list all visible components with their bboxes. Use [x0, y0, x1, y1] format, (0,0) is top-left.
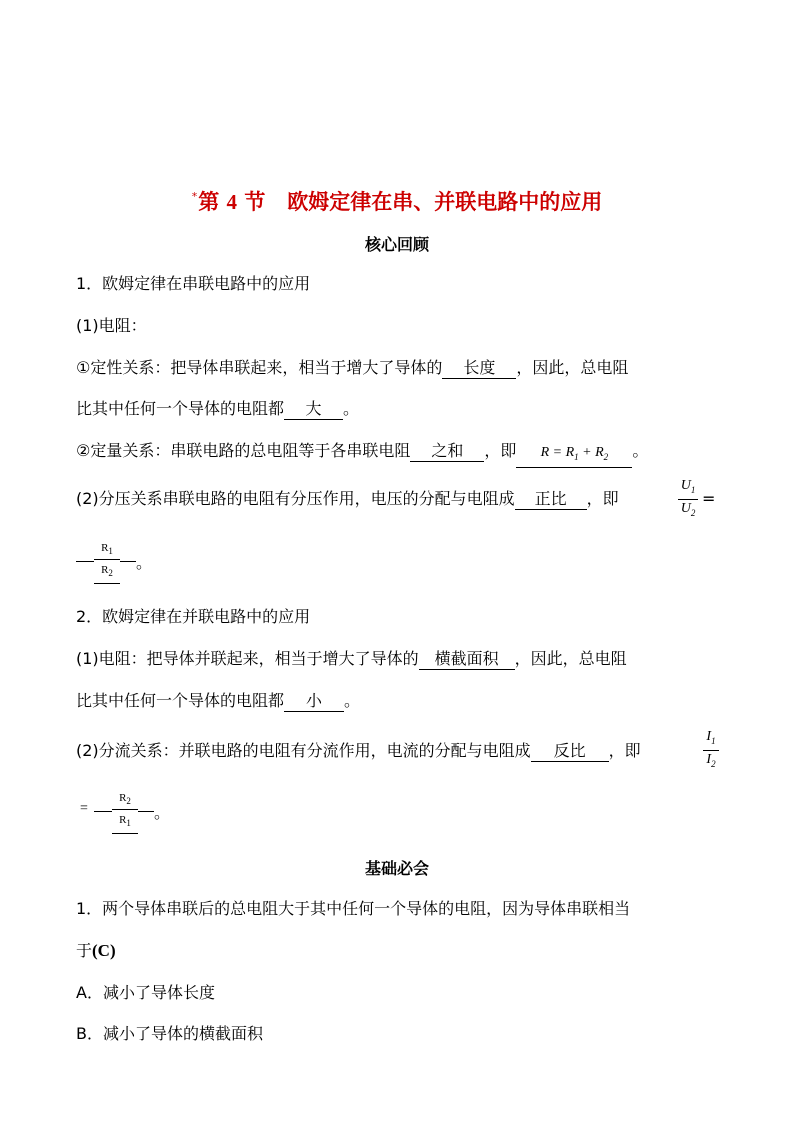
answer-underline [94, 583, 120, 584]
question1-stem-b: 于 [76, 941, 93, 960]
part1-q1-pre: ①定性关系：把导体串联起来，相当于增大了导体的 [76, 358, 443, 377]
answer-blank-smaller: 小 [284, 691, 344, 712]
fraction-bar [112, 809, 138, 810]
current-ratio-equals: = [80, 801, 88, 816]
section-core-review: 核心回顾 [364, 235, 429, 254]
dash-left [94, 811, 112, 812]
part2-q1-post: ，因此，总电阻 [514, 649, 627, 668]
resistance-inverse-answer [76, 790, 176, 840]
part2-heading: 2．欧姆定律在并联电路中的应用 [76, 607, 311, 626]
answer-blank-cross-section: 横截面积 [419, 649, 515, 670]
title-suffix: 节 [244, 190, 266, 214]
resistance-ratio-answer [76, 540, 156, 590]
part1-q1b-post: 。 [343, 399, 360, 418]
part1-q2-mid: ，即 [484, 441, 517, 460]
current-ratio-denominator: $I_2$ [706, 751, 716, 769]
current-ratio-numerator: $I_1$ [706, 729, 716, 746]
part1-q3-line [76, 488, 619, 510]
part1-q2-end: 。 [632, 441, 649, 460]
resistance-ratio-numerator: $R_1$ [101, 542, 113, 557]
answer-blank-larger: 大 [284, 399, 343, 420]
question1-answer: (C) [92, 941, 116, 960]
fraction-bar [678, 499, 698, 500]
title-mark: * [191, 190, 198, 203]
part1-q3-pre: (2)分压关系串联电路的电阻有分压作用，电压的分配与电阻成 [76, 489, 515, 508]
part1-q2-pre: ②定量关系：串联电路的总电阻等于各串联电阻 [76, 441, 411, 460]
part1-q1-post: ，因此，总电阻 [516, 358, 629, 377]
part2-q1-pre: (1)电阻：把导体并联起来，相当于增大了导体的 [76, 649, 419, 668]
title-prefix: 第 [198, 190, 220, 214]
part1-q1-line [76, 357, 628, 379]
question1-option-b: B．减小了导体的横截面积 [76, 1024, 263, 1043]
page-title [0, 186, 794, 216]
part1-q2-line [76, 440, 648, 468]
part2-q1b-pre: 比其中任何一个导体的电阻都 [76, 691, 285, 710]
title-number: 4 [226, 190, 238, 214]
part2-q1-line [76, 648, 627, 670]
voltage-ratio-equals: = [702, 489, 716, 508]
resistance-ratio-denominator: $R_2$ [101, 564, 113, 579]
part2-q1b-line [76, 690, 360, 712]
fraction-bar [94, 559, 120, 560]
dash-right [120, 561, 136, 562]
dash-left [76, 561, 94, 562]
part2-q1b-post: 。 [344, 691, 361, 710]
inverse-ratio-denominator: $R_1$ [119, 814, 131, 829]
part1-q3-end: 。 [136, 553, 153, 572]
voltage-ratio-numerator: $U_1$ [680, 478, 696, 495]
answer-underline [112, 833, 138, 834]
section-basics: 基础必会 [364, 859, 429, 878]
fraction-bar [703, 750, 719, 751]
inverse-ratio-numerator: $R_2$ [119, 792, 131, 807]
part2-q2-end: 。 [154, 803, 171, 822]
part2-q2-mid: ，即 [608, 741, 641, 760]
part1-heading: 1．欧姆定律在串联电路中的应用 [76, 274, 311, 293]
formula-text: $R = R_1 + R_2$ [540, 445, 609, 462]
part2-q2-line [76, 740, 641, 762]
answer-blank-length: 长度 [442, 358, 516, 379]
question1-stem-a: 1．两个导体串联后的总电阻大于其中任何一个导体的电阻，因为导体串联相当 [76, 899, 631, 918]
title-name: 欧姆定律在串、并联电路中的应用 [287, 190, 603, 214]
part2-q2-pre: (2)分流关系：并联电路的电阻有分流作用，电流的分配与电阻成 [76, 741, 531, 760]
part1-q1b-pre: 比其中任何一个导体的电阻都 [76, 399, 285, 418]
voltage-ratio-fraction [678, 478, 698, 521]
answer-blank-proportional: 正比 [515, 489, 587, 510]
answer-blank-sum: 之和 [410, 441, 484, 462]
dash-right [138, 811, 154, 812]
current-ratio-fraction [703, 729, 719, 772]
part1-q1b-line [76, 398, 359, 420]
question1-stem-b-line [76, 940, 116, 962]
part1-resistance-label: (1)电阻： [76, 316, 147, 335]
part1-q3-mid: ，即 [586, 489, 619, 508]
voltage-ratio-denominator: $U_2$ [680, 500, 696, 518]
question1-option-a: A．减小了导体长度 [76, 983, 215, 1002]
answer-blank-formula [516, 443, 632, 468]
answer-blank-inverse: 反比 [531, 741, 609, 762]
